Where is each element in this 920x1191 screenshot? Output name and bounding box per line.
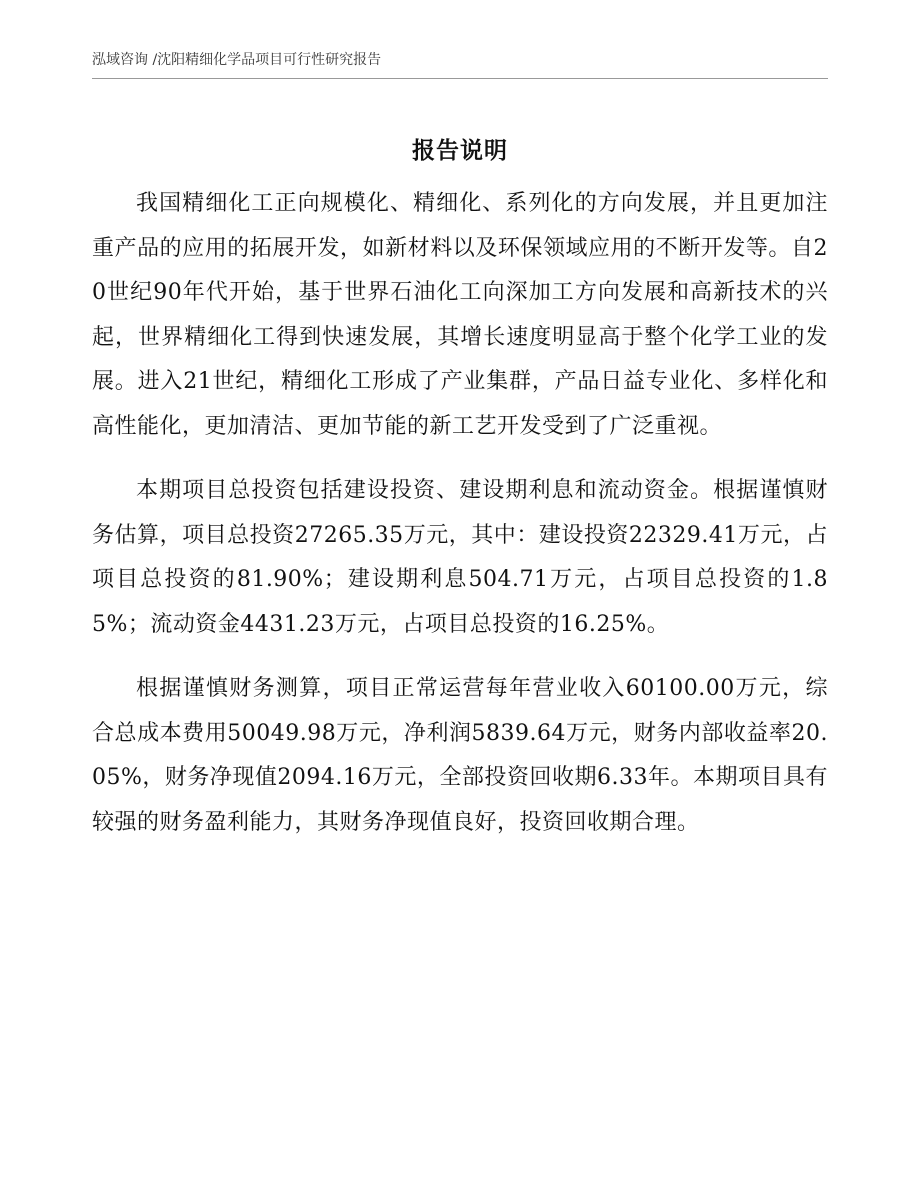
running-header: 泓域咨询 /沈阳精细化学品项目可行性研究报告 <box>92 52 382 68</box>
header-divider <box>92 78 828 79</box>
paragraph-industry-trends: 我国精细化工正向规模化、精细化、系列化的方向发展，并且更加注重产品的应用的拓展开发，如新材料以及环保领域应用的不断开发等。自20世纪90年代开始，基于世界石油化工向深加工方向发展和高新技术的兴起，世界精细化工得到快速发展，其增长速度明显高于整个化学工业的发展。进入21世纪，精细化工形成了产业集群，产品日益专业化、多样化和高性能化，更加清洁、更加节能的新工艺开发受到了广泛重视。 <box>92 191 828 439</box>
document-title: 报告说明 <box>412 137 508 164</box>
paragraph-investment: 本期项目总投资包括建设投资、建设期利息和流动资金。根据谨慎财务估算，项目总投资27265.35万元，其中：建设投资22329.41万元，占项目总投资的81.90%；建设期利息504.71万元，占项目总投资的1.85%；流动资金4431.23万元，占项目总投资的16.25%。 <box>92 478 828 637</box>
document-body <box>92 182 828 849</box>
paragraph-financial-returns: 根据谨慎财务测算，项目正常运营每年营业收入60100.00万元，综合总成本费用50049.98万元，净利润5839.64万元，财务内部收益率20.05%，财务净现值2094.16万元，全部投资回收期6.33年。本期项目具有较强的财务盈利能力，其财务净现值良好，投资回收期合理。 <box>92 676 828 835</box>
